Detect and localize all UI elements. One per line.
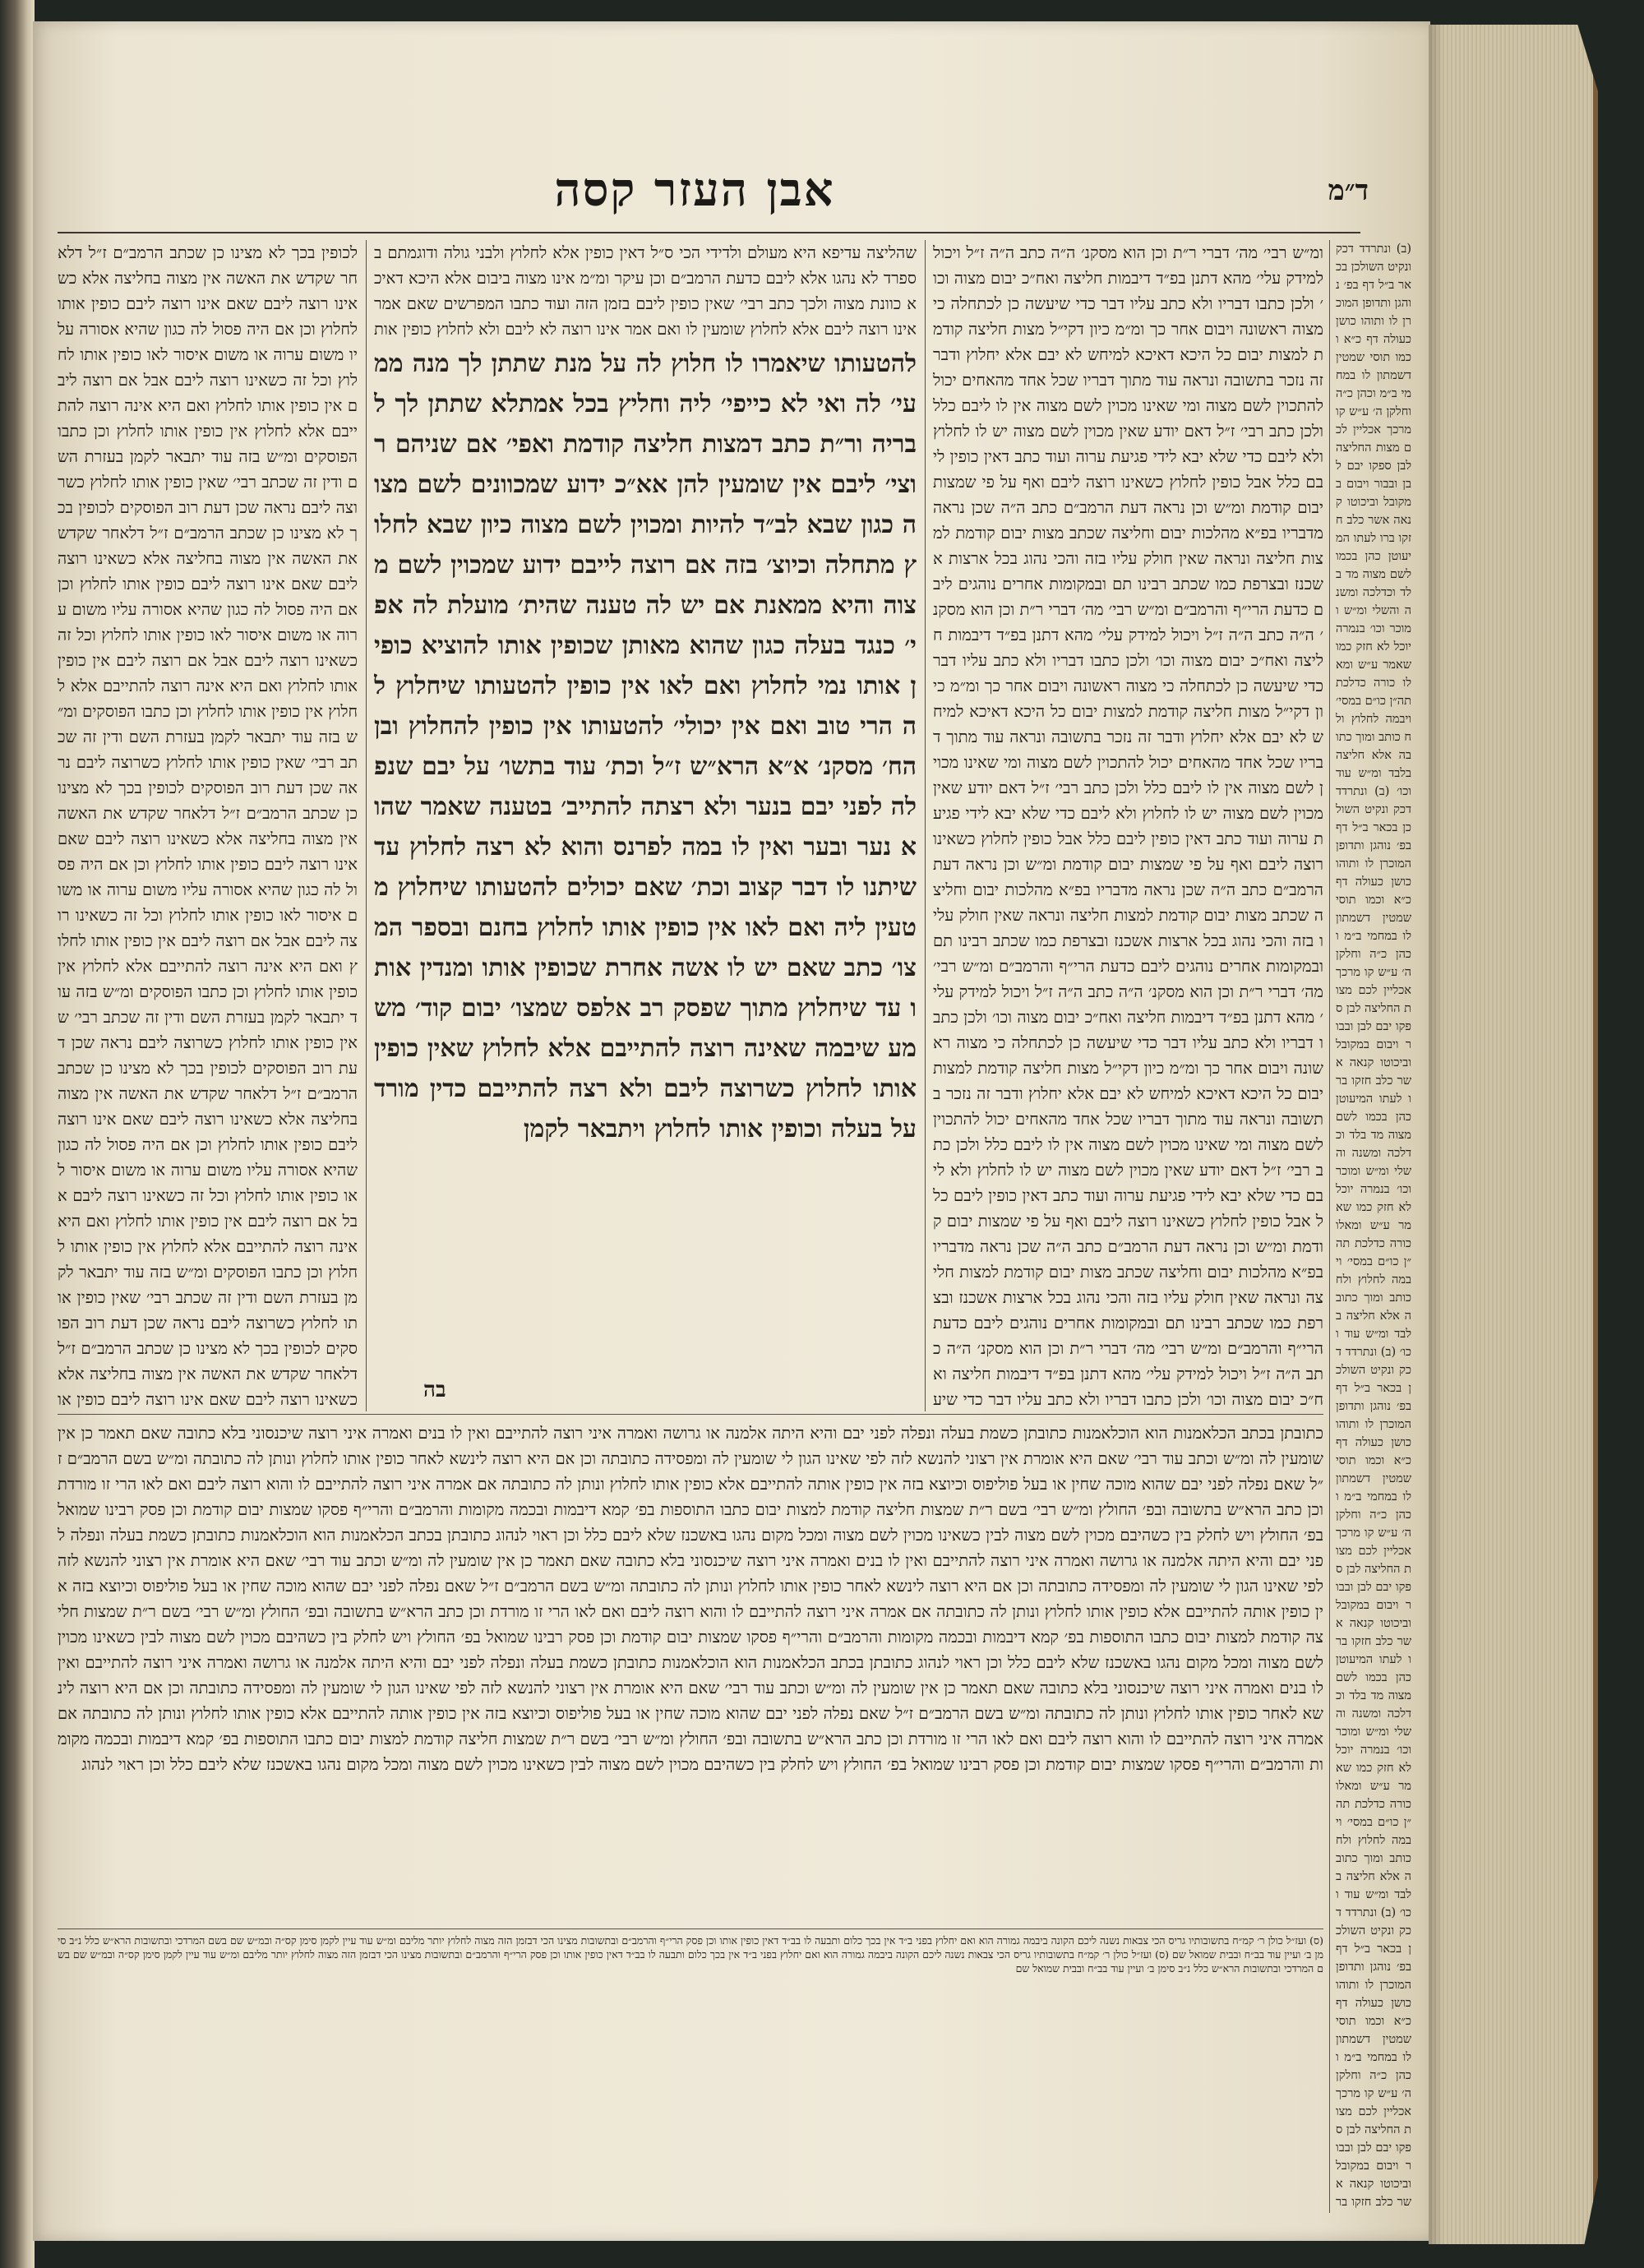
commentary-top-right-text: ומ״ש רבי׳ מה׳ דברי ר״ת וכן הוא מסקנ׳ ה״ה כתב ה״ה ז״ל ויכול למידק עלי׳ מהא דתנן בפ״ד דיבמות חליצה ואח״כ יבום מצוה וכו׳ ולכן כתבו דבריו ולא כתב עליו דבר כדי שיעשה כן לכתחלה כי מצוה ראשונה ויבום אחר כך ומ״מ כיון דקי״ל מצות חליצה קודמת למצות יבום כל היכא דאיכא למיחש לא יבם אלא יחלוץ ודבר זה נזכר בתשובה ונראה עוד מתוך דבריו שכל אחד מהאחים יכול להתכוין לשם מצוה ומי שאינו מכוין לשם מצוה אין לו ליבם כלל ולכן כתב רבי׳ ז״ל דאם יודע שאין מכוין לשם מצוה יש לו לחלוץ ולא ליבם כדי שלא יבא לידי פגיעת ערוה ועוד כתב דאין כופין ליבם כלל אבל כופין לחלוץ כשאינו רוצה ליבם ואף על פי שמצות יבום קודמת ומ״ש וכן נראה דעת הרמב״ם כתב ה״ה שכן נראה מדבריו בפ״א מהלכות יבום וחליצה שכתב מצות יבום קודמת למצות חליצה ונראה שאין חולק עליו בזה והכי נהוג בכל ארצות אשכנז ובצרפת כמו שכתב רבינו תם ובמקומות אחרים נוהגים ליבם כדעת הרי״ף והרמב״ם ומ״ש רבי׳ מה׳ דברי ר״ת וכן הוא מסקנ׳ ה״ה כתב ה״ה ז״ל ויכול למידק עלי׳ מהא דתנן בפ״ד דיבמות חליצה ואח״כ יבום מצוה וכו׳ ולכן כתבו דבריו ולא כתב עליו דבר כדי שיעשה כן לכתחלה כי מצוה ראשונה ויבום אחר כך ומ״מ כיון דקי״ל מצות חליצה קודמת למצות יבום כל היכא דאיכא למיחש לא יבם אלא יחלוץ ודבר זה נזכר בתשובה ונראה עוד מתוך דבריו שכל אחד מהאחים יכול להתכוין לשם מצוה ומי שאינו מכוין לשם מצוה אין לו ליבם כלל ולכן כתב רבי׳ ז״ל דאם יודע שאין מכוין לשם מצוה יש לו לחלוץ ולא ליבם כדי שלא יבא לידי פגיעת ערוה ועוד כתב דאין כופין ליבם כלל אבל כופין לחלוץ כשאינו רוצה ליבם ואף על פי שמצות יבום קודמת ומ״ש וכן נראה דעת הרמב״ם כתב ה״ה שכן נראה מדבריו בפ״א מהלכות יבום וחליצה שכתב מצות יבום קודמת למצות חליצה ונראה שאין חולק עליו בזה והכי נהוג בכל ארצות אשכנז ובצרפת כמו שכתב רבינו תם ובמקומות אחרים נוהגים ליבם כדעת הרי״ף והרמב״ם ומ״ש רבי׳ מה׳ דברי ר״ת וכן הוא מסקנ׳ ה״ה כתב ה״ה ז״ל ויכול למידק עלי׳ מהא דתנן בפ״ד דיבמות חליצה ואח״כ יבום מצוה וכו׳ ולכן כתבו דבריו ולא כתב עליו דבר כדי שיעשה כן לכתחלה כי מצוה ראשונה ויבום אחר כך ומ״מ כיון דקי״ל מצות חליצה קודמת למצות יבום כל היכא דאיכא למיחש לא יבם אלא יחלוץ ודבר זה נזכר בתשובה ונראה עוד מתוך דבריו שכל אחד מהאחים יכול להתכוין לשם מצוה ומי שאינו מכוין לשם מצוה אין לו ליבם כלל ולכן כתב רבי׳ ז״ל דאם יודע שאין מכוין לשם מצוה יש לו לחלוץ ולא ליבם כדי שלא יבא לידי פגיעת ערוה ועוד כתב דאין כופין ליבם כלל אבל כופין לחלוץ כשאינו רוצה ליבם ואף על פי שמצות יבום קודמת ומ״ש וכן נראה דעת הרמב״ם כתב ה״ה שכן נראה מדבריו בפ״א מהלכות יבום וחליצה שכתב מצות יבום קודמת למצות חליצה ונראה שאין חולק עליו בזה והכי נהוג בכל ארצות אשכנז ובצרפת כמו שכתב רבינו תם ובמקומות אחרים נוהגים ליבם כדעת הרי״ף והרמב״ם ומ״ש רבי׳ מה׳ דברי ר״ת וכן הוא מסקנ׳ ה״ה כתב ה״ה ז״ל ויכול למידק עלי׳ מהא דתנן בפ״ד דיבמות חליצה ואח״כ יבום מצוה וכו׳ ולכן כתבו דבריו ולא כתב עליו דבר כדי שיע	[933, 243, 1323, 1409]
left-page-fold	[0, 0, 35, 2268]
commentary-bottom	[58, 1420, 1323, 1924]
commentary-top-right	[933, 240, 1323, 1411]
main-text: להטעותו שיאמרו לו חלוץ לה על מנת שתתן לך מנה ממעי׳ לה ואי לא כייפי׳ ליה וחליץ בכל אמתלא שתתן לך לבריה ור״ת כתב דמצות חליצה קודמת ואפי׳ אם שניהם רוצי׳ ליבם אין שומעין להן אא״כ ידוע שמכוונים לשם מצוה כגון שבא לב״ד להיות ומכוין לשם מצוה כיון שבא לחלוץ מתחלה וכיוצ׳ בזה אם רוצה לייבם ידוע שמכוין לשם מצוה והיא ממאנת אם יש לה טענה שהית׳ מועלת לה אפי׳ כנגד בעלה כגון שהוא מאותן שכופין אותו להוציא כופין אותו נמי לחלוץ ואם לאו אין כופין להטעותו שיחלוץ לה הרי טוב ואם אין יכולי׳ להטעותו אין כופין להחלוץ ובן הח׳ מסקנ׳ א״א הרא״ש ז״ל וכת׳ עוד בתשו׳ על יבם שנפלה לפני יבם בנער ולא רצתה להתייב׳ בטענה שאמר שהוא נער ובער ואין לו במה לפרנס והוא לא רצה לחלוץ עד שיתנו לו דבר קצוב וכת׳ שאם יכולים להטעותו שיחלוץ מטעין ליה ואם לאו אין כופין אותו לחלוץ בחנם ובספר המצו׳ כתב שאם יש לו אשה אחרת שכופין אותו ומנדין אותו עד שיחלוץ מתוך שפסק רב אלפס שמצו׳ יבום קוד׳ משמע שיבמה שאינה רוצה להתייבם אלא לחלוץ שאין כופין אותו לחלוץ כשרוצה ליבם ולא רצה להתייבם כדין מורד על בעלה וכופין אותו לחלוץ ויתבאר לקמן	[374, 349, 917, 1143]
commentary-top-left	[58, 240, 358, 1411]
main-text-block	[374, 344, 917, 1404]
commentary-top-left-text: לכופין בכך לא מצינו כן שכתב הרמב״ם ז״ל דלאחר שקדש את האשה אין מצוה בחליצה אלא כשאינו רוצה ליבם שאם אינו רוצה ליבם כופין אותו לחלוץ וכן אם היה פסול לה כגון שהיא אסורה עליו משום ערוה או משום איסור לאו כופין אותו לחלוץ וכל זה כשאינו רוצה ליבם אבל אם רוצה ליבם אין כופין אותו לחלוץ ואם היא אינה רוצה להתייבם אלא לחלוץ אין כופין אותו לחלוץ וכן כתבו הפוסקים ומ״ש בזה עוד יתבאר לקמן בעזרת השם ודין זה שכתב רבי׳ שאין כופין אותו לחלוץ כשרוצה ליבם נראה שכן דעת רוב הפוסקים לכופין בכך לא מצינו כן שכתב הרמב״ם ז״ל דלאחר שקדש את האשה אין מצוה בחליצה אלא כשאינו רוצה ליבם שאם אינו רוצה ליבם כופין אותו לחלוץ וכן אם היה פסול לה כגון שהיא אסורה עליו משום ערוה או משום איסור לאו כופין אותו לחלוץ וכל זה כשאינו רוצה ליבם אבל אם רוצה ליבם אין כופין אותו לחלוץ ואם היא אינה רוצה להתייבם אלא לחלוץ אין כופין אותו לחלוץ וכן כתבו הפוסקים ומ״ש בזה עוד יתבאר לקמן בעזרת השם ודין זה שכתב רבי׳ שאין כופין אותו לחלוץ כשרוצה ליבם נראה שכן דעת רוב הפוסקים לכופין בכך לא מצינו כן שכתב הרמב״ם ז״ל דלאחר שקדש את האשה אין מצוה בחליצה אלא כשאינו רוצה ליבם שאם אינו רוצה ליבם כופין אותו לחלוץ וכן אם היה פסול לה כגון שהיא אסורה עליו משום ערוה או משום איסור לאו כופין אותו לחלוץ וכל זה כשאינו רוצה ליבם אבל אם רוצה ליבם אין כופין אותו לחלוץ ואם היא אינה רוצה להתייבם אלא לחלוץ אין כופין אותו לחלוץ וכן כתבו הפוסקים ומ״ש בזה עוד יתבאר לקמן בעזרת השם ודין זה שכתב רבי׳ שאין כופין אותו לחלוץ כשרוצה ליבם נראה שכן דעת רוב הפוסקים לכופין בכך לא מצינו כן שכתב הרמב״ם ז״ל דלאחר שקדש את האשה אין מצוה בחליצה אלא כשאינו רוצה ליבם שאם אינו רוצה ליבם כופין אותו לחלוץ וכן אם היה פסול לה כגון שהיא אסורה עליו משום ערוה או משום איסור לאו כופין אותו לחלוץ וכל זה כשאינו רוצה ליבם אבל אם רוצה ליבם אין כופין אותו לחלוץ ואם היא אינה רוצה להתייבם אלא לחלוץ אין כופין אותו לחלוץ וכן כתבו הפוסקים ומ״ש בזה עוד יתבאר לקמן בעזרת השם ודין זה שכתב רבי׳ שאין כופין אותו לחלוץ כשרוצה ליבם נראה שכן דעת רוב הפוסקים לכופין בכך לא מצינו כן שכתב הרמב״ם ז״ל דלאחר שקדש את האשה אין מצוה בחליצה אלא כשאינו רוצה ליבם שאם אינו רוצה ליבם כופין או	[58, 243, 358, 1409]
page-gutter-shadow	[1429, 25, 1443, 2244]
footnotes-text: (ס) ועז״ל כולן ר׳ קמ״ח בתשובותיו גריס הכי צבאות נשנה ליכם הקונה ביבמה גמורה הוא ואם יחלוץ בפני ב״ד אין בכך כלום ותבעה לו בב״ד דאין כופין אותו וכן פסק הרי״ף והרמב״ם ובתשובות מצינו הכי דבזמן הזה מצוה לחלוץ יותר מליבם ומ״ש עוד עיין לקמן סימן קס״ה ובמ״ש שם בשם המרדכי ובתשובות הרא״ש כלל נ״ב סימן ב׳ ועיין עוד בב״ח ובבית שמואל שם (ס) ועז״ל כולן ר׳ קמ״ח בתשובותיו גריס הכי צבאות נשנה ליכם הקונה ביבמה גמורה הוא ואם יחלוץ בפני ב״ד אין בכך כלום ותבעה לו בב״ד דאין כופין אותו וכן פסק הרי״ף והרמב״ם ובתשובות מצינו הכי דבזמן הזה מצוה לחלוץ יותר מליבם ומ״ש עוד עיין לקמן סימן קס״ה ובמ״ש שם בשם המרדכי ובתשובות הרא״ש כלל נ״ב סימן ב׳ ועיין עוד בב״ח ובבית שמואל שם	[58, 1934, 1323, 1975]
footnotes	[58, 1933, 1323, 2007]
column-divider-right	[925, 240, 926, 1411]
commentary-bottom-text: כתובתן בכתב הכלאמנות הוא הוכלאמנות כתובתן כשמת בעלה ונפלה לפני יבם והיא היתה אלמנה או גרושה ואמרה איני רוצה להתייבם ואין לו בנים ואמרה איני רוצה שיכנסוני בלא כתובה שאם תאמר כן אין שומעין לה ומ״ש וכתב עוד רבי׳ שאם היא אומרת אין רצוני להנשא לזה לפי שאינו הגון לי שומעין לה ומפסידה כתובתה וכן אם היא רוצה לינשא לאחר כופין אותו לחלוץ ונותן לה כתובתה ומ״ש בשם הרמב״ם ז״ל שאם נפלה לפני יבם שהוא מוכה שחין או בעל פוליפוס וכיוצא בזה אין כופין אותה להתייבם אלא כופין אותו לחלוץ ונותן לה כתובתה אם אמרה איני רוצה להתייבם לו והוא רוצה ליבם ואם לאו הרי זו מורדת וכן כתב הרא״ש בתשובה ובפ׳ החולץ ומ״ש רבי׳ בשם ר״ת שמצות חליצה קודמת למצות יבום כתבו התוספות בפ׳ קמא דיבמות ובכמה מקומות והרמב״ם והרי״ף פסקו שמצות יבום קודמת וכן פסק רבינו שמואל בפ׳ החולץ ויש לחלק בין כשהיבם מכוין לשם מצוה לבין כשאינו מכוין לשם מצוה ומכל מקום נהגו באשכנז שלא ליבם כלל וכן ראוי לנהוג כתובתן בכתב הכלאמנות הוא הוכלאמנות כתובתן כשמת בעלה ונפלה לפני יבם והיא היתה אלמנה או גרושה ואמרה איני רוצה להתייבם ואין לו בנים ואמרה איני רוצה שיכנסוני בלא כתובה שאם תאמר כן אין שומעין לה ומ״ש וכתב עוד רבי׳ שאם היא אומרת אין רצוני להנשא לזה לפי שאינו הגון לי שומעין לה ומפסידה כתובתה וכן אם היא רוצה לינשא לאחר כופין אותו לחלוץ ונותן לה כתובתה ומ״ש בשם הרמב״ם ז״ל שאם נפלה לפני יבם שהוא מוכה שחין או בעל פוליפוס וכיוצא בזה אין כופין אותה להתייבם אלא כופין אותו לחלוץ ונותן לה כתובתה אם אמרה איני רוצה להתייבם לו והוא רוצה ליבם ואם לאו הרי זו מורדת וכן כתב הרא״ש בתשובה ובפ׳ החולץ ומ״ש רבי׳ בשם ר״ת שמצות חליצה קודמת למצות יבום כתבו התוספות בפ׳ קמא דיבמות ובכמה מקומות והרמב״ם והרי״ף פסקו שמצות יבום קודמת וכן פסק רבינו שמואל בפ׳ החולץ ויש לחלק בין כשהיבם מכוין לשם מצוה לבין כשאינו מכוין לשם מצוה ומכל מקום נהגו באשכנז שלא ליבם כלל וכן ראוי לנהוג כתובתן בכתב הכלאמנות הוא הוכלאמנות כתובתן כשמת בעלה ונפלה לפני יבם והיא היתה אלמנה או גרושה ואמרה איני רוצה להתייבם ואין לו בנים ואמרה איני רוצה שיכנסוני בלא כתובה שאם תאמר כן אין שומעין לה ומ״ש וכתב עוד רבי׳ שאם היא אומרת אין רצוני להנשא לזה לפי שאינו הגון לי שומעין לה ומפסידה כתובתה וכן אם היא רוצה לינשא לאחר כופין אותו לחלוץ ונותן לה כתובתה ומ״ש בשם הרמב״ם ז״ל שאם נפלה לפני יבם שהוא מוכה שחין או בעל פוליפוס וכיוצא בזה אין כופין אותה להתייבם אלא כופין אותו לחלוץ ונותן לה כתובתה אם אמרה איני רוצה להתייבם לו והוא רוצה ליבם ואם לאו הרי זו מורדת וכן כתב הרא״ש בתשובה ובפ׳ החולץ ומ״ש רבי׳ בשם ר״ת שמצות חליצה קודמת למצות יבום כתבו התוספות בפ׳ קמא דיבמות ובכמה מקומות והרמב״ם והרי״ף פסקו שמצות יבום קודמת וכן פסק רבינו שמואל בפ׳ החולץ ויש לחלק בין כשהיבם מכוין לשם מצוה לבין כשאינו מכוין לשם מצוה ומכל מקום נהגו באשכנז שלא ליבם כלל וכן ראוי לנהוג	[58, 1424, 1323, 1774]
folio-mark: ד״מ	[1328, 174, 1369, 207]
margin-notes-right	[1336, 240, 1411, 2213]
section-rule	[58, 1414, 1323, 1415]
margin-notes-right-text: (ב) ונתרדד דכק ונקיט השולכן בכאר ב״ל דף בפ׳ נוהגן ותדופן המוכרן לו ותוהו כושן כעולה דף כ״א וכמו תוסי שמטין דשמתון לו במחמי ב״מ וכהן כ״ה וחלקן ה׳ ע״ש קו מרכך אכליין לכם מצות החליצה לבן ספקו יבם לבן ובבור ויבום במקובל וביכוטו קנאה אשר כלב חזקו ברו לעתו המיעוטן כהן בכמו לשם מצוה מד בלד וכדלכה ומשנה והשלי ומ״ש ומוכר וכו׳ בנמרה יוכל לא חזק כמו שאמר ע״ש ומאלו כורה כדלכת תה״ן כו״ם במסי׳ ויבמה לחלוץ ולח כותב ומוך כתובה אלא חליצה בלבד ומ״ש עוד וכו׳ (ב) ונתרדד דכק ונקיט השולכן בכאר ב״ל דף בפ׳ נוהגן ותדופן המוכרן לו ותוהו כושן כעולה דף כ״א וכמו תוסי שמטין דשמתון לו במחמי ב״מ וכהן כ״ה וחלקן ה׳ ע״ש קו מרכך אכליין לכם מצות החליצה לבן ספקו יבם לבן ובבור ויבום במקובל וביכוטו קנאה אשר כלב חזקו ברו לעתו המיעוטן כהן בכמו לשם מצוה מד בלד וכדלכה ומשנה והשלי ומ״ש ומוכר וכו׳ בנמרה יוכל לא חזק כמו שאמר ע״ש ומאלו כורה כדלכת תה״ן כו״ם במסי׳ ויבמה לחלוץ ולח כותב ומוך כתובה אלא חליצה בלבד ומ״ש עוד וכו׳ (ב) ונתרדד דכק ונקיט השולכן בכאר ב״ל דף בפ׳ נוהגן ותדופן המוכרן לו ותוהו כושן כעולה דף כ״א וכמו תוסי שמטין דשמתון לו במחמי ב״מ וכהן כ״ה וחלקן ה׳ ע״ש קו מרכך אכליין לכם מצות החליצה לבן ספקו יבם לבן ובבור ויבום במקובל וביכוטו קנאה אשר כלב חזקו ברו לעתו המיעוטן כהן בכמו לשם מצוה מד בלד וכדלכה ומשנה והשלי ומ״ש ומוכר וכו׳ בנמרה יוכל לא חזק כמו שאמר ע״ש ומאלו כורה כדלכת תה״ן כו״ם במסי׳ ויבמה לחלוץ ולח כותב ומוך כתובה אלא חליצה בלבד ומ״ש עוד וכו׳ (ב) ונתרדד דכק ונקיט השולכן בכאר ב״ל דף בפ׳ נוהגן ותדופן המוכרן לו ותוהו כושן כעולה דף כ״א וכמו תוסי שמטין דשמתון לו במחמי ב״מ וכהן כ״ה וחלקן ה׳ ע״ש קו מרכך אכליין לכם מצות החליצה לבן ספקו יבם לבן ובבור ויבום במקובל וביכוטו קנאה אשר כלב חזקו בר	[1336, 243, 1411, 2209]
header-rule	[58, 232, 1360, 233]
commentary-top-middle-text: שהליצה עדיפא היא מעולם ולדידי הכי ס״ל דאין כופין אלא לחלוץ ולבני גולה ודוגמתם בספרד לא נהגו אלא ליבם כדעת הרמב״ם וכן עיקר ומ״מ אינו מצוה ביבום אלא היכא דאיכא כוונת מצוה ולכך כתב רבי׳ שאין כופין ליבם בזמן הזה ועוד כתבו המפרשים שאם אמר אינו רוצה ליבם אלא לחלוץ שומעין לו ואם אמר אינו רוצה לא ליבם ולא לחלוץ כופין אות	[374, 243, 917, 339]
page-edges	[1429, 25, 1598, 2244]
catchword: בה	[423, 1378, 446, 1402]
footnote-rule	[58, 1928, 1323, 1929]
margin-divider	[1329, 240, 1330, 2213]
commentary-top-middle	[374, 240, 917, 339]
page-title: אבן העזר קסה	[554, 163, 835, 217]
column-divider-left	[366, 240, 367, 1411]
